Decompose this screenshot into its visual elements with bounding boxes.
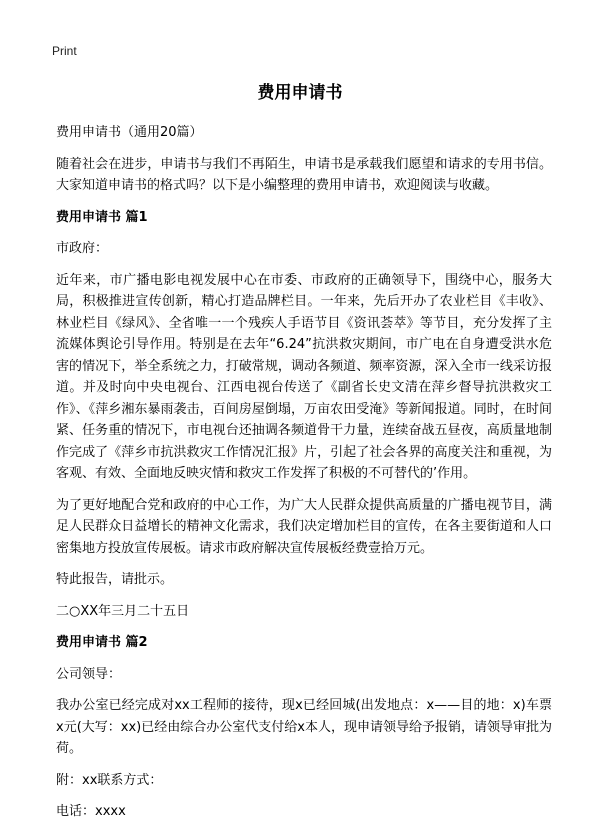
- section-1-closing: 特此报告，请批示。: [56, 572, 174, 587]
- section-2-paragraph-1: 我办公室已经完成对xx工程师的接待，现x已经回城(出发地点：x——目的地：x)车票x元(大写：xx)已经由综合办公室代支付给x本人，现申请领导给予报销，请领导审批为荷。: [56, 698, 552, 756]
- intro-paragraph: 随着社会在进步，申请书与我们不再陌生，申请书是承载我们愿望和请求的专用书信。大家知道申请书的格式吗？以下是小编整理的费用申请书，欢迎阅读与收藏。: [56, 156, 552, 193]
- document-title: 费用申请书: [257, 83, 343, 103]
- document-body: [56, 122, 552, 833]
- section-2-salutation: 公司领导：: [56, 666, 122, 682]
- section-1-paragraph-2: 为了更好地配合党和政府的中心工作，为广大人民群众提供高质量的广播电视节目，满足人民群众日益增长的精神文化需求，我们决定增加栏目的宣传，在各主要街道和人口密集地方投放宣传展板。请求市政府解决宣传展板经费壹拾万元。: [56, 497, 552, 556]
- section-2-heading: 费用申请书 篇2: [56, 635, 148, 650]
- section-1-date: 二○XX年三月二十五日: [56, 603, 190, 619]
- document-subtitle: 费用申请书（通用20篇）: [56, 125, 203, 140]
- print-link[interactable]: Print: [52, 44, 77, 58]
- section-1-paragraph-1: 近年来，市广播电影电视发展中心在市委、市政府的正确领导下，围绕中心，服务大局，积极推进宣传创新，精心打造品牌栏目。一年来，先后开办了农业栏目《丰收》、林业栏目《绿风》、全省唯一一个残疾人手语节目《资讯荟萃》等节目，充分发挥了主流媒体舆论引导作用。特别是在去年“6.24”抗洪救灾期间，市广电在自身遭受洪水危害的情况下，举全系统之力，打破常规，调动各频道、频率资源，深入全市一线采访报道。并及时向中央电视台、江西电视台传送了《副省长史文清在萍乡督导抗洪救灾工作》、《萍乡湘东暴雨袭击，百间房屋倒塌，万亩农田受淹》等新闻报道。同时，在时间紧、任务重的情况下，市电视台还抽调各频道骨干力量，连续奋战五昼夜，高质量地制作完成了《萍乡市抗洪救灾工作情况汇报》片，引起了社会各界的高度关注和重视，为客观、有效、全面地反映灾情和救灾工作发挥了积极的不可替代的’作用。: [56, 272, 552, 481]
- section-1-heading: 费用申请书 篇1: [56, 209, 148, 225]
- section-1-salutation: 市政府：: [56, 241, 109, 256]
- section-2-phone: 电话：xxxx: [56, 804, 126, 819]
- section-2-attachment: 附：xx联系方式：: [56, 772, 163, 788]
